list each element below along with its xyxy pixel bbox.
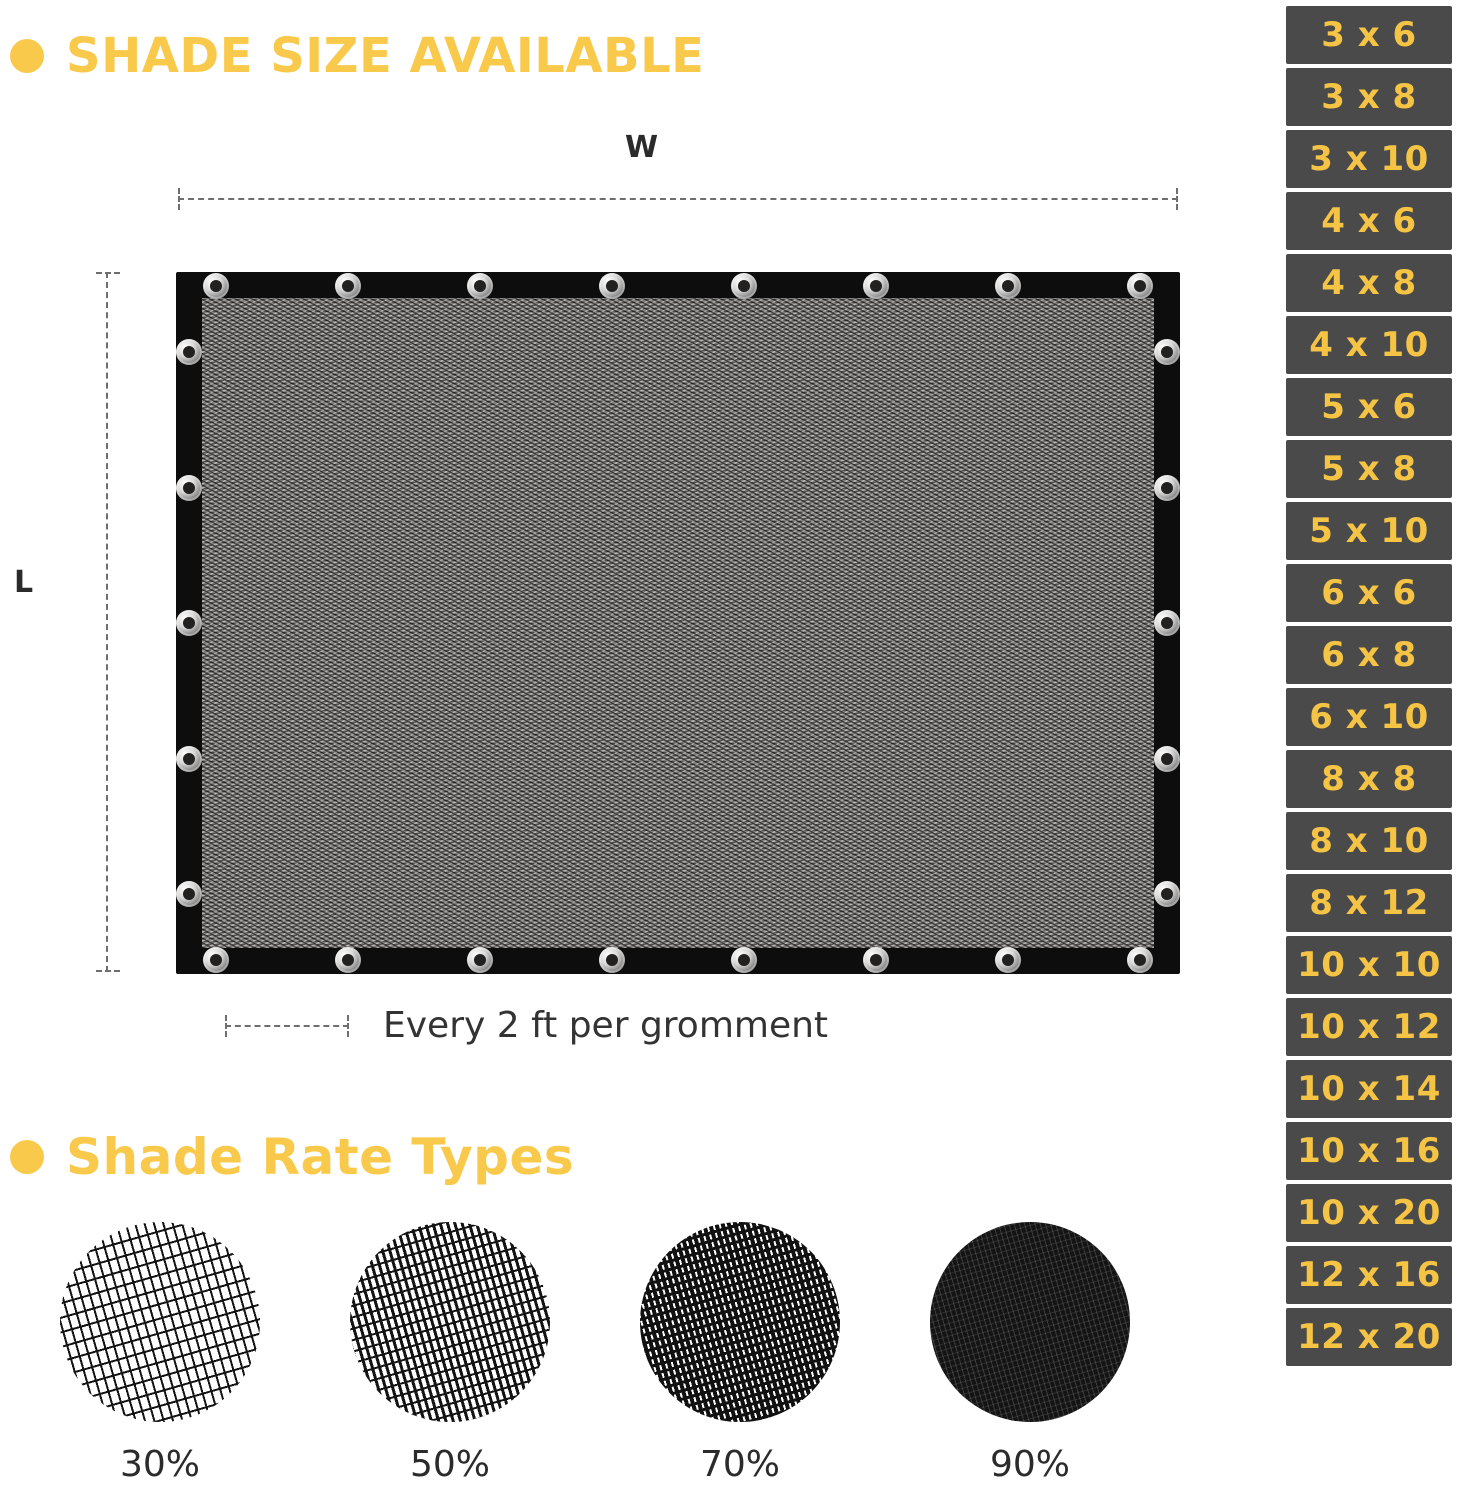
grommet-right (1154, 610, 1180, 636)
grommet-bottom (599, 947, 625, 973)
grommet-spacing-dimension (225, 1015, 349, 1037)
length-dimension-tick-bottom (96, 970, 120, 972)
grommet-left (176, 610, 202, 636)
size-chip[interactable]: 5 x 8 (1286, 440, 1452, 498)
size-chip[interactable]: 4 x 8 (1286, 254, 1452, 312)
shade-rate-swatch-label: 50% (409, 1444, 490, 1485)
grommet-spacing-text: Every 2 ft per gromment (383, 1005, 829, 1046)
shade-rate-heading (10, 1128, 574, 1186)
bullet-dot-icon (10, 1140, 44, 1174)
grommet-top (467, 273, 493, 299)
shade-rate-swatch-pattern (350, 1222, 550, 1422)
grommet-left (176, 746, 202, 772)
length-dimension-dash (106, 272, 108, 972)
size-chip[interactable]: 3 x 10 (1286, 130, 1452, 188)
size-chip[interactable]: 10 x 20 (1286, 1184, 1452, 1242)
size-chip[interactable]: 6 x 6 (1286, 564, 1452, 622)
size-chip[interactable]: 3 x 8 (1286, 68, 1452, 126)
grommet-spacing-tick-right (347, 1015, 349, 1037)
grommet-bottom (863, 947, 889, 973)
size-chip[interactable]: 4 x 10 (1286, 316, 1452, 374)
grommet-right (1154, 475, 1180, 501)
grommet-top (863, 273, 889, 299)
grommet-right (1154, 746, 1180, 772)
grommet-top (335, 273, 361, 299)
shade-rate-swatch (55, 1222, 265, 1485)
grommet-left (176, 339, 202, 365)
grommet-bottom (1127, 947, 1153, 973)
size-chip[interactable]: 6 x 8 (1286, 626, 1452, 684)
grommet-spacing-dash (225, 1025, 349, 1027)
size-chip[interactable]: 3 x 6 (1286, 6, 1452, 64)
length-dimension-line (96, 272, 116, 972)
size-chip[interactable]: 5 x 10 (1286, 502, 1452, 560)
grommet-top (599, 273, 625, 299)
size-chip[interactable]: 12 x 20 (1286, 1308, 1452, 1366)
width-dimension-dash (178, 198, 1178, 200)
shade-rate-swatch-label: 90% (989, 1444, 1070, 1485)
size-chip[interactable]: 8 x 12 (1286, 874, 1452, 932)
grommet-top (731, 273, 757, 299)
shade-dimension-diagram (0, 120, 1285, 1080)
grommet-top (203, 273, 229, 299)
size-chip[interactable]: 10 x 12 (1286, 998, 1452, 1056)
shade-rate-swatch-label: 30% (119, 1444, 200, 1485)
grommet-bottom (335, 947, 361, 973)
shade-rate-swatch (345, 1222, 555, 1485)
shade-size-heading (10, 28, 704, 84)
size-chip[interactable]: 5 x 6 (1286, 378, 1452, 436)
shade-rate-swatch (635, 1222, 845, 1485)
width-dimension-tick-right (1176, 188, 1178, 210)
shade-rate-heading-text: Shade Rate Types (66, 1128, 575, 1186)
shade-cloth-illustration (176, 272, 1180, 974)
size-chip[interactable]: 10 x 14 (1286, 1060, 1452, 1118)
available-sizes-list (1286, 6, 1452, 1366)
size-chip[interactable]: 10 x 16 (1286, 1122, 1452, 1180)
size-chip[interactable]: 4 x 6 (1286, 192, 1452, 250)
grommet-bottom (203, 947, 229, 973)
width-label: W (625, 130, 659, 165)
shade-rate-swatch-label: 70% (699, 1444, 780, 1485)
grommet-top (995, 273, 1021, 299)
length-dimension-tick-top (96, 272, 120, 274)
shade-rate-swatch (925, 1222, 1135, 1485)
grommet-right (1154, 339, 1180, 365)
grommet-bottom (995, 947, 1021, 973)
shade-rate-swatch-pattern (640, 1222, 840, 1422)
shade-rate-swatch-row (55, 1222, 1235, 1492)
grommet-top (1127, 273, 1153, 299)
grommet-bottom (731, 947, 757, 973)
length-label: L (14, 565, 34, 600)
size-chip[interactable]: 10 x 10 (1286, 936, 1452, 994)
shade-cloth-mesh-fabric (202, 298, 1154, 948)
width-dimension-tick-left (178, 188, 180, 210)
grommet-right (1154, 881, 1180, 907)
bullet-dot-icon (10, 39, 44, 73)
grommet-left (176, 881, 202, 907)
size-chip[interactable]: 8 x 10 (1286, 812, 1452, 870)
width-dimension-line (178, 188, 1178, 208)
shade-rate-swatch-pattern (930, 1222, 1130, 1422)
grommet-spacing-note (225, 1005, 828, 1046)
size-chip[interactable]: 8 x 8 (1286, 750, 1452, 808)
grommet-bottom (467, 947, 493, 973)
size-chip[interactable]: 12 x 16 (1286, 1246, 1452, 1304)
grommet-left (176, 475, 202, 501)
size-chip[interactable]: 6 x 10 (1286, 688, 1452, 746)
grommet-spacing-tick-left (225, 1015, 227, 1037)
shade-rate-swatch-pattern (60, 1222, 260, 1422)
shade-size-heading-text: SHADE SIZE AVAILABLE (66, 28, 705, 84)
